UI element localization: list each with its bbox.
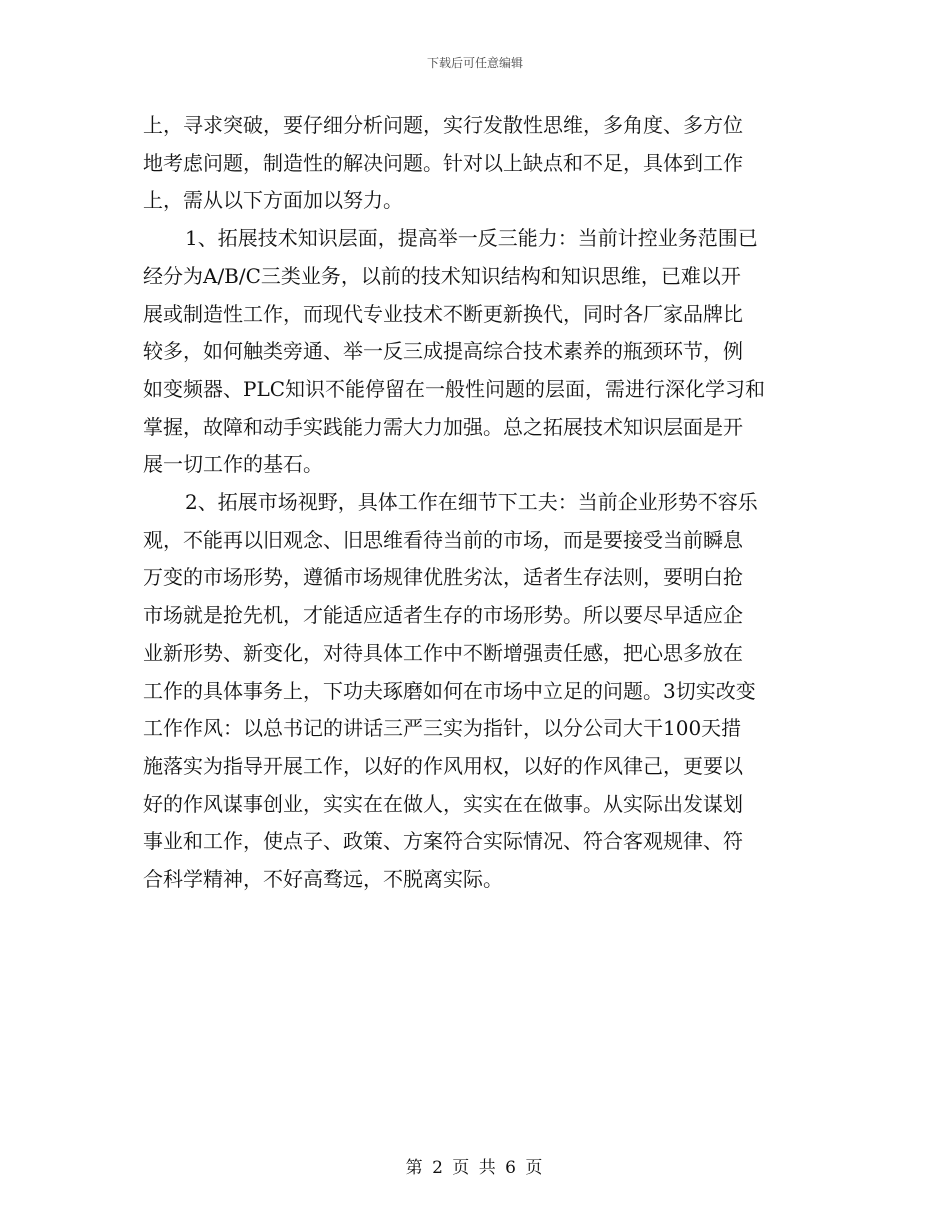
body-line: 地考虑问题，制造性的解决问题。针对以上缺点和不足，具体到工作 bbox=[143, 150, 743, 175]
page-header: 下载后可任意编辑 bbox=[426, 56, 523, 70]
paragraph-1-start: 1、拓展技术知识层面，提高举一反三能力：当前计控业务范围已 bbox=[185, 226, 758, 251]
paragraph-2-start: 2、拓展市场视野，具体工作在细节下工夫：当前企业形势不容乐 bbox=[185, 490, 758, 515]
body-line: 工作的具体事务上，下功夫琢磨如何在市场中立足的问题。3切实改变 bbox=[143, 678, 756, 703]
page-number-footer: 第 2 页 共 6 页 bbox=[405, 1158, 545, 1178]
body-line: 施落实为指导开展工作，以好的作风用权，以好的作风律己，更要以 bbox=[143, 753, 743, 778]
body-line: 较多，如何触类旁通、举一反三成提高综合技术素养的瓶颈环节，例 bbox=[143, 339, 743, 364]
body-line: 业新形势、新变化，对待具体工作中不断增强责任感，把心思多放在 bbox=[143, 640, 743, 665]
body-line: 事业和工作，使点子、政策、方案符合实际情况、符合客观规律、符 bbox=[143, 829, 743, 854]
body-line: 展或制造性工作，而现代专业技术不断更新换代，同时各厂家品牌比 bbox=[143, 301, 743, 326]
body-line: 合科学精神，不好高骛远，不脱离实际。 bbox=[143, 867, 503, 892]
body-line: 观，不能再以旧观念、旧思维看待当前的市场，而是要接受当前瞬息 bbox=[143, 527, 743, 552]
body-line: 上，寻求突破，要仔细分析问题，实行发散性思维，多角度、多方位 bbox=[143, 113, 743, 137]
body-line: 万变的市场形势，遵循市场规律优胜劣汰，适者生存法则，要明白抢 bbox=[143, 565, 743, 590]
body-line: 上，需从以下方面加以努力。 bbox=[143, 188, 403, 213]
body-line: 工作作风：以总书记的讲话三严三实为指针，以分公司大干100天措 bbox=[143, 716, 742, 741]
body-line: 好的作风谋事创业，实实在在做人，实实在在做事。从实际出发谋划 bbox=[143, 791, 743, 816]
body-line: 如变频器、PLC知识不能停留在一般性问题的层面，需进行深化学习和 bbox=[143, 376, 766, 401]
body-line: 经分为A/B/C三类业务，以前的技术知识结构和知识思维，已难以开 bbox=[143, 263, 741, 288]
body-line: 展一切工作的基石。 bbox=[143, 452, 323, 477]
body-line: 市场就是抢先机，才能适应适者生存的市场形势。所以要尽早适应企 bbox=[143, 603, 743, 628]
body-line: 掌握，故障和动手实践能力需大力加强。总之拓展技术知识层面是开 bbox=[143, 414, 743, 439]
document-body bbox=[143, 107, 811, 899]
